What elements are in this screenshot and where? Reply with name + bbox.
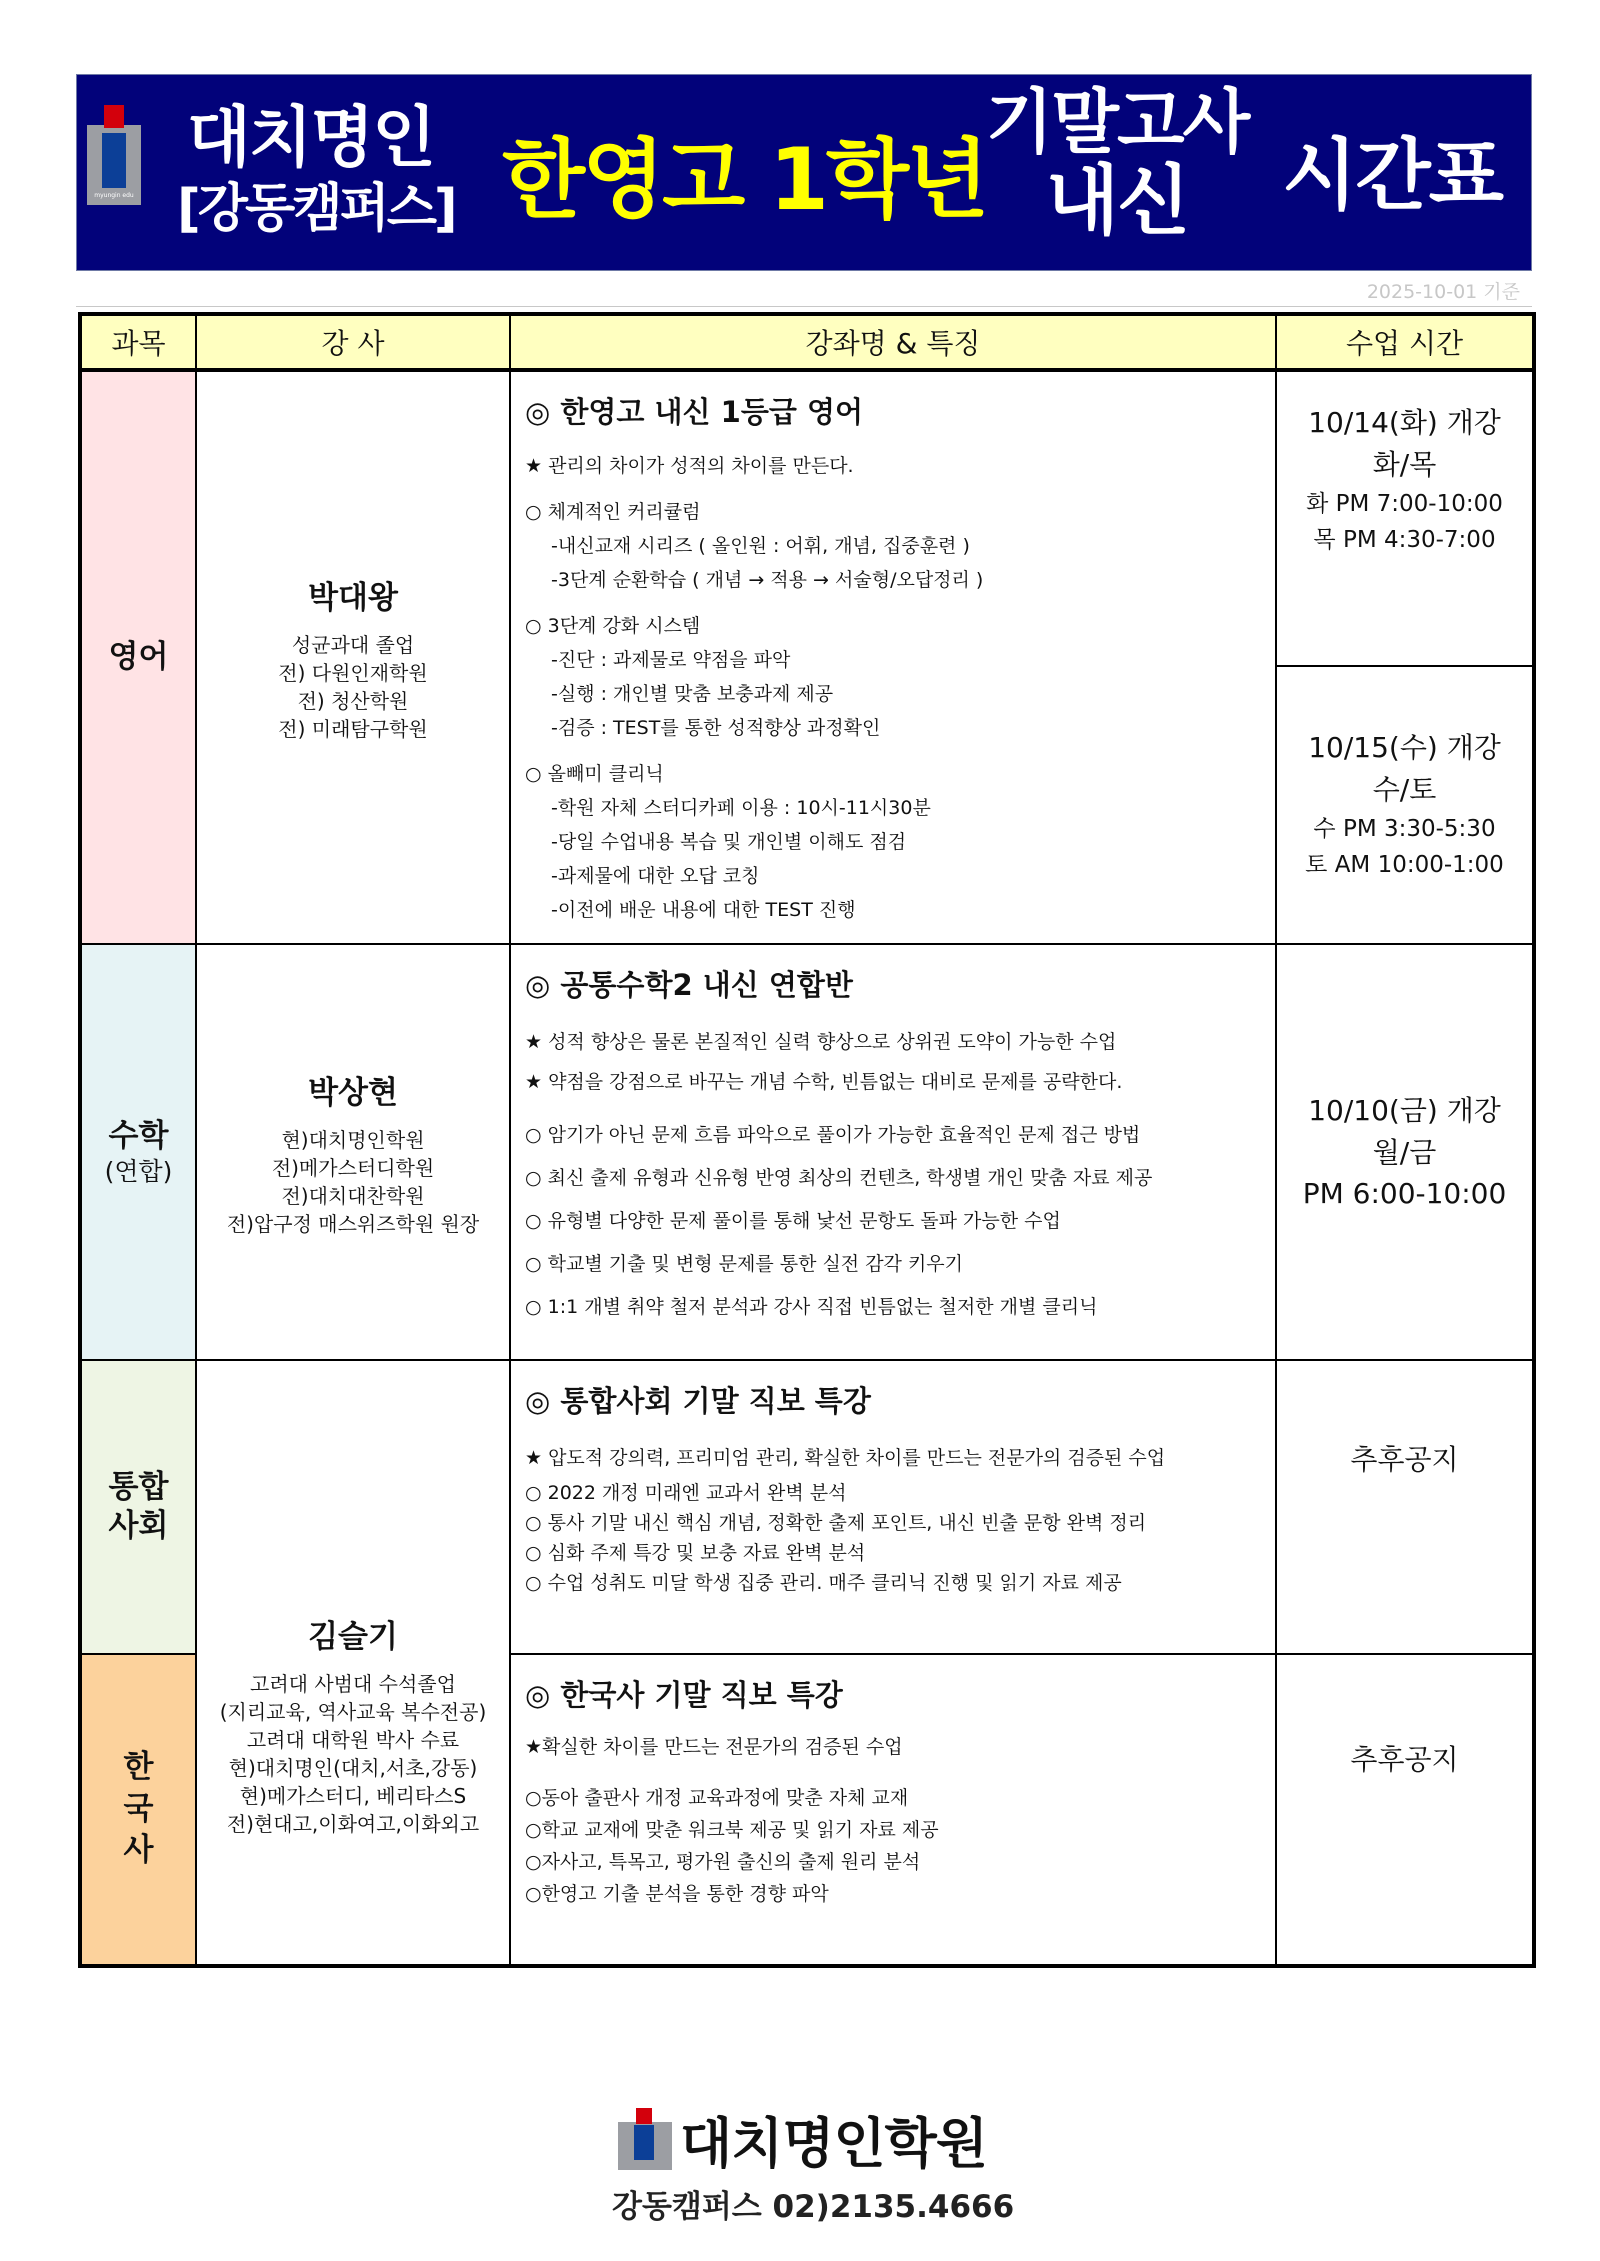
time-slot-wed-sat	[1276, 666, 1534, 944]
course-line: ○ 최신 출제 유형과 신유형 반영 최상의 컨텐츠, 학생별 개인 맞춤 자료 제공	[525, 1167, 1153, 1189]
course-line: ○동아 출판사 개정 교육과정에 맞춘 자체 교재	[525, 1787, 909, 1809]
course-line: -당일 수업내용 복습 및 개인별 이해도 점검	[551, 831, 907, 853]
schedule-title: 시간표	[1281, 131, 1503, 221]
course-title: ◎ 한국사 기말 직보 특강	[525, 1678, 843, 1712]
course-title: ◎ 한영고 내신 1등급 영어	[525, 395, 863, 429]
course-line: ★ 관리의 차이가 성적의 차이를 만든다.	[525, 455, 854, 477]
teacher-bio: 전) 다원인재학원	[278, 661, 428, 685]
teacher-bio: (지리교육, 역사교육 복수전공)	[219, 1700, 487, 1724]
course-line: ○ 올빼미 클리닉	[525, 763, 664, 785]
teacher-bio: 현)대치명인(대치,서초,강동)	[228, 1756, 478, 1780]
course-math	[510, 944, 1276, 1360]
course-line: ★ 압도적 강의력, 프리미엄 관리, 확실한 차이를 만드는 전문가의 검증된 수업	[525, 1447, 1166, 1469]
class-time: 수 PM 3:30-5:30	[1313, 816, 1496, 842]
header-teacher: 강 사	[196, 314, 510, 370]
campus-name: [강동캠퍼스]	[177, 179, 455, 239]
class-days: 화/목	[1372, 448, 1437, 481]
teacher-bio: 전) 청산학원	[297, 689, 409, 713]
header-course: 강좌명 & 특징	[510, 314, 1276, 370]
course-line: ○ 유형별 다양한 문제 풀이를 통해 낯선 문항도 돌파 가능한 수업	[525, 1210, 1061, 1232]
course-english	[510, 370, 1276, 944]
course-line: ★ 성적 향상은 물론 본질적인 실력 향상으로 상위권 도약이 가능한 수업	[525, 1031, 1117, 1053]
teacher-bio: 전)현대고,이화여고,이화외고	[226, 1812, 480, 1836]
course-line: ○ 3단계 강화 시스템	[525, 615, 701, 637]
table-row-english	[80, 370, 1534, 666]
time-slot-history	[1276, 1654, 1534, 1966]
class-time: 목 PM 4:30-7:00	[1313, 527, 1496, 553]
time-slot-social	[1276, 1360, 1534, 1654]
course-social	[510, 1360, 1276, 1654]
class-days: 수/토	[1372, 773, 1437, 806]
time-slot-tue-thu	[1276, 370, 1534, 666]
as-of-date: 2025-10-01 기준	[1366, 281, 1520, 303]
teacher-bio: 전)메가스터디학원	[271, 1155, 435, 1180]
class-time: 화 PM 7:00-10:00	[1306, 491, 1503, 517]
campus-phone: 강동캠퍼스 02)2135.4666	[612, 2189, 1015, 2225]
schedule-table	[78, 312, 1536, 1968]
course-line: -3단계 순환학습 ( 개념 → 적용 → 서술형/오답정리 )	[551, 569, 984, 591]
course-line: ★확실한 차이를 만드는 전문가의 검증된 수업	[525, 1736, 903, 1758]
schedule-notice: 추후공지	[1350, 1443, 1459, 1476]
header-time: 수업 시간	[1276, 314, 1534, 370]
footer-logo-icon	[618, 2108, 646, 2173]
myungin-logo-icon	[87, 105, 141, 199]
subject-math	[80, 944, 196, 1360]
course-line: ○ 수업 성취도 미달 학생 집중 관리. 매주 클리닉 진행 및 읽기 자료 제공	[525, 1572, 1122, 1594]
subject-social	[80, 1360, 196, 1654]
table-row-math	[80, 944, 1534, 1360]
header-subject: 과목	[80, 314, 196, 370]
brand-name: 대치명인	[187, 99, 435, 176]
course-line: -진단 : 과제물로 약점을 파악	[551, 649, 791, 671]
subject-korean-history	[80, 1654, 196, 1966]
course-line: -과제물에 대한 오답 코칭	[551, 865, 760, 887]
course-line: ○자사고, 특목고, 평가원 출신의 출제 원리 분석	[525, 1851, 921, 1873]
course-line: ○ 학교별 기출 및 변형 문제를 통한 실전 감각 키우기	[525, 1253, 964, 1275]
subject-sublabel: (연합)	[104, 1156, 173, 1186]
course-line: ★ 약점을 강점으로 바꾸는 개념 수학, 빈틈없는 대비로 문제를 공략한다.	[525, 1071, 1123, 1093]
teacher-name: 김슬기	[308, 1619, 398, 1655]
teacher-bio: 전)압구정 매스위즈학원 원장	[226, 1211, 480, 1236]
teacher-bio: 전) 미래탐구학원	[278, 717, 428, 741]
teacher-bio: 현)대치명인학원	[281, 1127, 425, 1152]
school-grade-title: 한영고 1학년	[502, 130, 987, 230]
course-title: ◎ 공통수학2 내신 연합반	[525, 968, 853, 1002]
teacher-bio: 고려대 대학원 박사 수료	[246, 1728, 460, 1752]
course-title: ◎ 통합사회 기말 직보 특강	[525, 1384, 871, 1418]
teacher-social-history	[196, 1360, 510, 1966]
class-time: 토 AM 10:00-1:00	[1305, 852, 1504, 878]
exam-title-line2: 내신	[1045, 156, 1189, 245]
course-korean-history	[510, 1654, 1276, 1966]
subject-label: 수학	[108, 1118, 169, 1154]
course-line: ○ 1:1 개별 취약 철저 분석과 강사 직접 빈틈없는 철저한 개별 클리닉	[525, 1296, 1098, 1318]
course-line: ○ 암기가 아닌 문제 흐름 파악으로 풀이가 가능한 효율적인 문제 접근 방법	[525, 1124, 1141, 1146]
subject-label: 영어	[108, 639, 169, 676]
subject-label: 통합	[108, 1469, 169, 1506]
subject-label: 국	[123, 1790, 154, 1827]
subject-label: 한	[123, 1748, 154, 1785]
table-header-row	[80, 314, 1534, 370]
academy-name: 대치명인학원	[680, 2112, 987, 2175]
divider	[76, 306, 1532, 307]
course-line: ○한영고 기출 분석을 통한 경향 파악	[525, 1883, 829, 1905]
subject-label: 사	[123, 1832, 154, 1869]
start-date: 10/15(수) 개강	[1308, 731, 1501, 764]
course-line: ○ 체계적인 커리큘럼	[525, 501, 701, 523]
start-date: 10/14(화) 개강	[1308, 406, 1501, 439]
start-date: 10/10(금) 개강	[1308, 1094, 1501, 1127]
class-days: 월/금	[1372, 1136, 1437, 1169]
teacher-bio: 성균과대 졸업	[291, 633, 415, 657]
course-line: ○ 심화 주제 특강 및 보충 자료 완벽 분석	[525, 1542, 866, 1564]
schedule-notice: 추후공지	[1350, 1743, 1459, 1776]
course-line: -내신교재 시리즈 ( 올인원 : 어휘, 개념, 집중훈련 )	[551, 535, 970, 557]
time-slot-mon-fri	[1276, 944, 1534, 1360]
header-banner	[76, 74, 1532, 271]
course-line: -이전에 배운 내용에 대한 TEST 진행	[551, 899, 856, 921]
course-line: -검증 : TEST를 통한 성적향상 과정확인	[551, 717, 881, 739]
exam-title-line1: 기말고사	[985, 81, 1249, 163]
course-line: ○ 통사 기말 내신 핵심 개념, 정확한 출제 포인트, 내신 빈출 문항 완벽 정리	[525, 1512, 1147, 1534]
subject-label: 사회	[108, 1508, 169, 1544]
teacher-bio: 전)대치대찬학원	[281, 1183, 425, 1208]
teacher-bio: 현)메가스터디, 베리타스S	[239, 1784, 467, 1808]
table-row-social	[80, 1360, 1534, 1654]
course-line: ○학교 교재에 맞춘 워크북 제공 및 읽기 자료 제공	[525, 1819, 939, 1841]
subject-english	[80, 370, 196, 944]
course-line: -학원 자체 스터디카페 이용 : 10시-11시30분	[551, 797, 931, 819]
course-line: ○ 2022 개정 미래엔 교과서 완벽 분석	[525, 1482, 847, 1504]
class-time: PM 6:00-10:00	[1302, 1177, 1507, 1210]
course-line: -실행 : 개인별 맞춤 보충과제 제공	[551, 683, 834, 705]
logo-caption: myungin edu	[94, 192, 134, 199]
teacher-name: 박대왕	[308, 580, 398, 616]
teacher-english	[196, 370, 510, 944]
teacher-bio: 고려대 사범대 수석졸업	[250, 1672, 456, 1696]
teacher-math	[196, 944, 510, 1360]
teacher-name: 박상현	[308, 1074, 398, 1111]
